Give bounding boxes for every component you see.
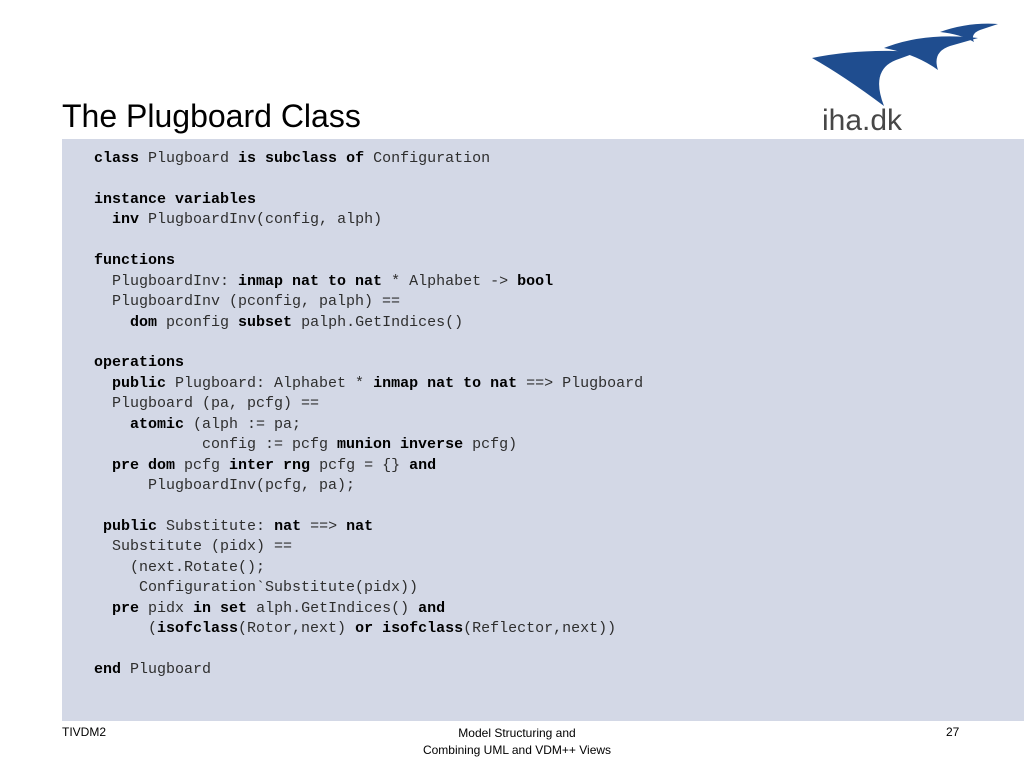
code-text: ==> — [301, 517, 347, 535]
code-text: config := pcfg — [94, 436, 338, 454]
code-keyword: inmap nat to nat — [373, 374, 518, 392]
logo-text: iha.dk — [822, 104, 903, 137]
code-text: pconfig — [157, 313, 239, 331]
code-text: palph.GetIndices() — [292, 313, 464, 331]
code-text: ( — [94, 620, 158, 638]
code-keyword: atomic — [130, 415, 185, 433]
code-line — [94, 537, 643, 557]
code-text — [94, 600, 112, 617]
footer-subtitle-line2: Combining UML and VDM++ Views — [422, 743, 612, 757]
code-text — [94, 416, 130, 433]
code-keyword: or isofclass — [355, 620, 464, 638]
code-keyword: operations — [94, 354, 185, 372]
code-line — [94, 374, 643, 394]
code-keyword: inter rng — [229, 456, 311, 474]
code-keyword: isofclass — [157, 620, 239, 638]
code-line — [94, 169, 643, 189]
code-line — [94, 476, 643, 496]
code-keyword: public — [103, 517, 158, 535]
code-line — [94, 435, 643, 455]
code-keyword: subset — [238, 313, 293, 331]
code-panel — [62, 139, 1024, 721]
code-text: pcfg — [175, 456, 230, 474]
code-keyword: inmap nat to nat — [238, 272, 383, 290]
code-text — [94, 211, 112, 228]
code-line — [94, 149, 643, 169]
code-text: Plugboard (pa, pcfg) == — [94, 395, 320, 413]
code-keyword: bool — [517, 272, 554, 290]
code-line — [94, 558, 643, 578]
code-text: PlugboardInv(config, alph) — [139, 211, 383, 229]
code-text: ==> Plugboard — [517, 374, 644, 392]
code-line — [94, 210, 643, 230]
iha-logo — [800, 18, 1010, 136]
footer-course: TIVDM2 — [62, 725, 107, 739]
code-line — [94, 190, 643, 210]
code-text: Configuration — [364, 150, 491, 167]
slide-title: The Plugboard Class — [62, 98, 361, 134]
code-text: Configuration`Substitute(pidx)) — [94, 579, 419, 597]
code-keyword: inv — [112, 211, 140, 229]
code-keyword: nat — [274, 517, 302, 535]
code-text: Substitute: — [157, 517, 275, 535]
code-text — [94, 375, 112, 392]
page-number: 27 — [946, 725, 960, 739]
code-line — [94, 578, 643, 598]
code-text: alph.GetIndices() — [247, 599, 419, 617]
code-line — [94, 353, 643, 373]
code-keyword: is subclass of — [238, 150, 365, 167]
code-keyword: class — [94, 150, 140, 167]
code-text — [94, 457, 112, 474]
code-keyword: public — [112, 374, 167, 392]
code-line — [94, 272, 643, 292]
code-keyword: munion inverse — [337, 436, 464, 454]
code-keyword: and — [418, 599, 446, 617]
code-line — [94, 333, 643, 353]
code-text: Substitute (pidx) == — [94, 538, 293, 556]
code-keyword: dom — [130, 313, 158, 331]
code-keyword: instance variables — [94, 190, 257, 208]
code-text: PlugboardInv: — [94, 272, 239, 290]
code-text: PlugboardInv (pconfig, palph) == — [94, 293, 401, 311]
code-text: (Reflector,next)) — [463, 620, 617, 638]
code-text: Plugboard — [139, 150, 239, 167]
code-line — [94, 415, 643, 435]
code-text: pidx — [139, 599, 194, 617]
bird-wings-icon — [800, 18, 1010, 108]
code-text: pcfg = {} — [310, 456, 410, 474]
code-text — [94, 314, 130, 331]
code-line — [94, 660, 643, 680]
code-keyword: and — [409, 456, 437, 474]
code-line — [94, 619, 643, 639]
code-keyword: pre dom — [112, 456, 176, 474]
code-keyword: end — [94, 660, 122, 678]
code-text: * Alphabet -> — [382, 272, 518, 290]
code-keyword: in set — [193, 599, 248, 617]
code-line — [94, 496, 643, 516]
code-line — [94, 456, 643, 476]
code-line — [94, 517, 643, 537]
code-text: Plugboard: Alphabet * — [166, 374, 374, 392]
code-text — [94, 518, 103, 535]
code-text: (next.Rotate(); — [94, 558, 266, 576]
code-line — [94, 640, 643, 660]
code-text: (Rotor,next) — [238, 620, 356, 638]
code-text: PlugboardInv(pcfg, pa); — [94, 477, 356, 494]
code-line — [94, 313, 643, 333]
footer-subtitle — [390, 725, 644, 759]
code-line — [94, 292, 643, 312]
code-keyword: nat — [346, 517, 374, 535]
code-keyword: functions — [94, 252, 176, 270]
code-line — [94, 394, 643, 414]
code-line — [94, 231, 643, 251]
footer-subtitle-line1: Model Structuring and — [458, 726, 576, 740]
code-line — [94, 251, 643, 271]
code-line — [94, 599, 643, 619]
code-text: (alph := pa; — [184, 415, 302, 433]
code-listing — [94, 149, 643, 680]
code-text: pcfg) — [463, 436, 518, 454]
code-keyword: pre — [112, 599, 140, 617]
code-text: Plugboard — [121, 660, 212, 678]
